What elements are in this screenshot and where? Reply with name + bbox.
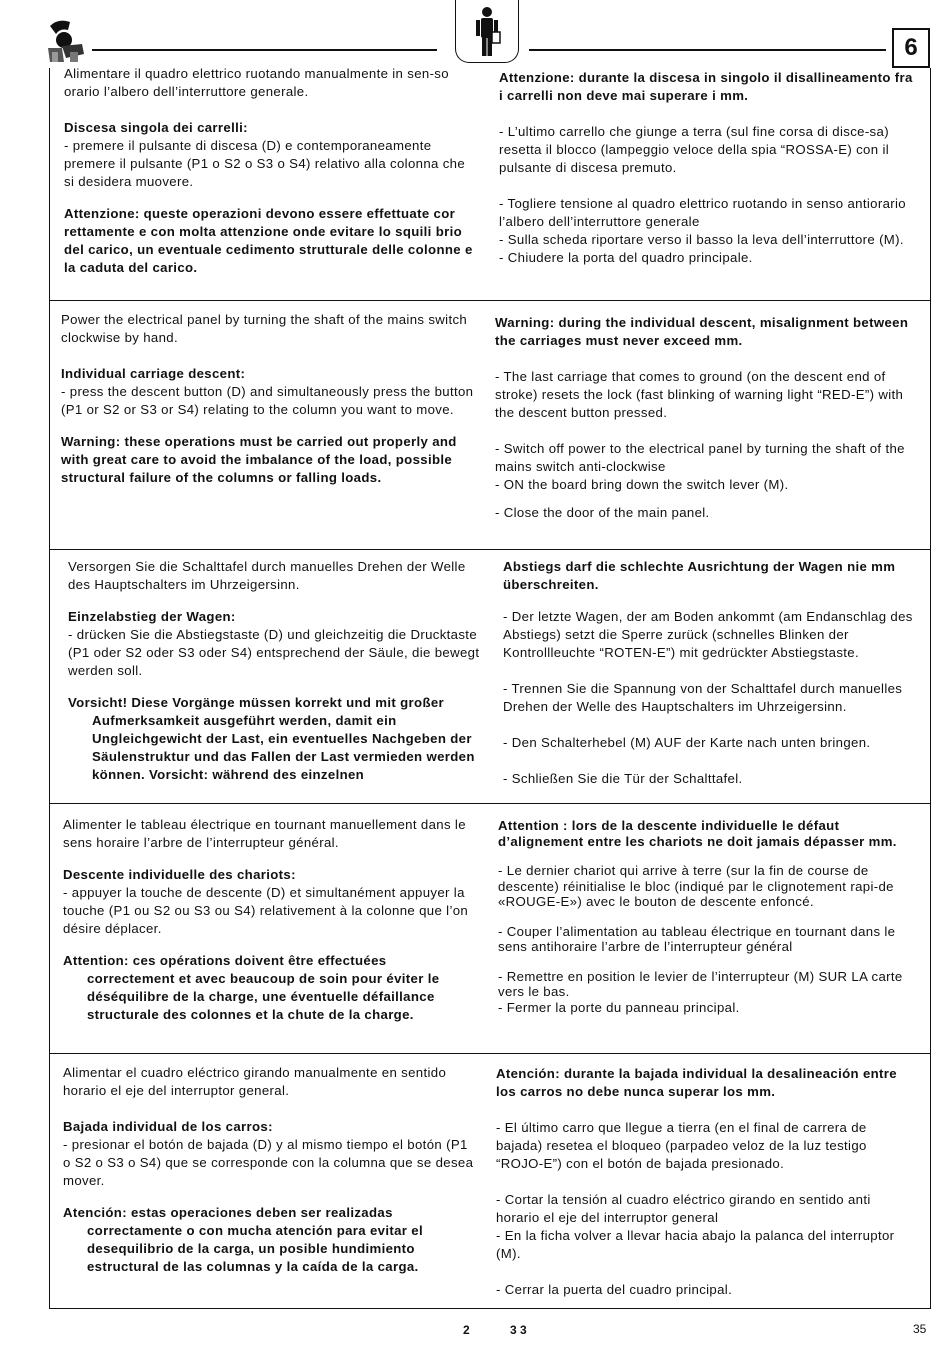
misalignment-warning: Attention : lors de la descente individuelle le défaut d’alignement entre les chariots ne doit jamais dépasser mm. bbox=[498, 818, 897, 849]
step-close: - Fermer la porte du panneau principal. bbox=[498, 999, 740, 1015]
mechanic-logo-icon bbox=[44, 18, 86, 64]
misalignment-warning: Warning: during the individual descent, misalignment between the carriages must never exceed mm. bbox=[495, 315, 909, 348]
steps-text: - presionar el botón de bajada (D) y al mismo tiempo el botón (P1 o S2 o S3 o S4) que se corresponde con la columna que se desea mover. bbox=[63, 1137, 474, 1188]
steps-text: - appuyer la touche de descente (D) et simultanément appuyer la touche (P1 ou S2 ou S3 ou S4) relativement à la colonne que l’on désire déplacer. bbox=[63, 885, 469, 936]
step-close: - Cerrar la puerta del cuadro principal. bbox=[496, 1282, 733, 1297]
section-divider bbox=[49, 803, 931, 804]
steps-text: - press the descent button (D) and simultaneously press the button (P1 or S2 or S3 or S4) relating to the column you want to move. bbox=[61, 384, 474, 417]
step-power-off: - Togliere tensione al quadro elettrico ruotando in senso antiorario l’albero dell’interruttore generale bbox=[499, 196, 906, 229]
footer-ref-a: 2 bbox=[463, 1323, 470, 1337]
warning-first-line: Vorsicht! Diese Vorgänge müssen korrekt und mit großer bbox=[68, 695, 445, 710]
step-reset: - Le dernier chariot qui arrive à terre (sur la fin de course de descente) réinitialise le bloc (indiqué par le clignotement rapi-de «ROUGE-E») avec le bouton de descente enfoncé. bbox=[498, 863, 894, 909]
section-en-left bbox=[61, 311, 475, 487]
step-close: - Schließen Sie die Tür der Schalttafel. bbox=[503, 771, 743, 786]
chapter-number: 6 bbox=[892, 28, 930, 68]
section-heading: Einzelabstieg der Wagen: bbox=[68, 609, 236, 624]
step-lever: - Remettre en position le levier de l’interrupteur (M) SUR LA carte vers le bas. bbox=[498, 968, 903, 999]
header-rule-right bbox=[529, 49, 886, 51]
section-de-left bbox=[68, 558, 482, 784]
section-en-right bbox=[495, 314, 913, 522]
section-it-left bbox=[64, 65, 478, 277]
warning-text: Warning: these operations must be carried out properly and with great care to avoid the imbalance of the load, possible structural failure of the columns or falling loads. bbox=[61, 434, 457, 485]
warning-first-line: Attention: ces opérations doivent être effectuées bbox=[63, 953, 387, 968]
section-heading: Discesa singola dei carrelli: bbox=[64, 120, 248, 135]
step-close: - Chiudere la porta del quadro principale. bbox=[499, 250, 753, 265]
warning-text: Attenzione: queste operazioni devono essere effettuate cor rettamente e con molta attenzione onde evitare lo squili brio del carico, un eventuale cedimento strutturale delle colonne e la caduta del carico. bbox=[64, 206, 473, 275]
section-fr-right bbox=[498, 818, 916, 1015]
section-divider bbox=[49, 1053, 931, 1054]
section-es-right bbox=[496, 1065, 914, 1299]
step-reset: - Der letzte Wagen, der am Boden ankommt (am Endanschlag des Abstiegs) setzt die Sperre zurück (schnelles Blinken der Kontrollleuchte “ROTEN-E”) mit gedrückter Abstiegstaste. bbox=[503, 609, 913, 660]
section-de-right bbox=[503, 558, 921, 788]
warning-first-line: Atención: estas operaciones deben ser realizadas bbox=[63, 1205, 393, 1220]
step-lever: - Den Schalterhebel (M) AUF der Karte nach unten bringen. bbox=[503, 735, 871, 750]
warning-text: correctamente o con mucha atención para evitar el desequilibrio de la carga, un posible hundimiento estructural de las columnas y la caída de la carga. bbox=[87, 1223, 423, 1274]
intro-text: Alimentar el cuadro eléctrico girando manualmente en sentido horario el eje del interruptor general. bbox=[63, 1065, 447, 1098]
step-reset: - El último carro que llegue a tierra (en el final de carrera de bajada) resetea el bloqueo (parpadeo veloz de la luz testigo “ROJO-E”) con el botón de bajada presionado. bbox=[496, 1120, 867, 1171]
section-heading: Individual carriage descent: bbox=[61, 366, 246, 381]
page-number: 35 bbox=[913, 1322, 927, 1336]
steps-text: - drücken Sie die Abstiegstaste (D) und gleichzeitig die Drucktaste (P1 oder S2 oder S3 oder S4) entsprechend der Säule, die bewegt werden soll. bbox=[68, 627, 480, 678]
step-lever: - En la ficha volver a llevar hacia abajo la palanca del interruptor (M). bbox=[496, 1228, 895, 1261]
misalignment-warning: Attenzione: durante la discesa in singolo il disallineamento fra i carrelli non deve mai superare i mm. bbox=[499, 70, 913, 103]
misalignment-warning: Atención: durante la bajada individual la desalineación entre los carros no debe nunca superar los mm. bbox=[496, 1066, 897, 1099]
section-divider bbox=[49, 549, 931, 550]
step-power-off: - Trennen Sie die Spannung von der Schalttafel durch manuelles Drehen der Welle des Hauptschalters im Uhrzeigersinn. bbox=[503, 681, 903, 714]
intro-text: Alimentare il quadro elettrico ruotando manualmente in sen-so orario l’albero dell’interruttore generale. bbox=[64, 66, 449, 99]
footer-ref-b: 3 3 bbox=[510, 1323, 527, 1337]
warning-text: Aufmerksamkeit ausgeführt werden, damit ein Ungleichgewicht der Last, ein eventuelles Nachgeben der Säulenstruktur und das Fallen der Last vermieden werden können. Vorsicht: während des einzelnen bbox=[92, 713, 475, 782]
step-reset: - L’ultimo carrello che giunge a terra (sul fine corsa di disce-sa) resetta il blocco (lampeggio veloce della spia “ROSSA-E) con il pulsante di discesa premuto. bbox=[499, 124, 889, 175]
step-lever: - Sulla scheda riportare verso il basso la leva dell’interruttore (M). bbox=[499, 232, 904, 247]
section-heading: Bajada individual de los carros: bbox=[63, 1119, 273, 1134]
person-with-manual-icon bbox=[456, 0, 518, 62]
intro-text: Versorgen Sie die Schalttafel durch manuelles Drehen der Welle des Hauptschalters im Uhrzeigersinn. bbox=[68, 559, 466, 592]
section-es-left bbox=[63, 1064, 479, 1276]
intro-text: Power the electrical panel by turning the shaft of the mains switch clockwise by hand. bbox=[61, 312, 468, 345]
header-rule-left bbox=[92, 49, 437, 51]
step-power-off: - Cortar la tensión al cuadro eléctrico girando en sentido anti horario el eje del interruptor general bbox=[496, 1192, 871, 1225]
step-power-off: - Switch off power to the electrical panel by turning the shaft of the mains switch anti-clockwise bbox=[495, 441, 905, 474]
section-divider bbox=[49, 300, 931, 301]
steps-text: - premere il pulsante di discesa (D) e contemporaneamente premere il pulsante (P1 o S2 o S3 o S4) relativo alla colonna che si desidera muovere. bbox=[64, 138, 466, 189]
section-heading: Descente individuelle des chariots: bbox=[63, 867, 296, 882]
intro-text: Alimenter le tableau électrique en tournant manuellement dans le sens horaire l’arbre de l’interrupteur général. bbox=[63, 817, 466, 850]
step-lever: - ON the board bring down the switch lever (M). bbox=[495, 477, 789, 492]
warning-text: correctement et avec beaucoup de soin pour éviter le déséquilibre de la charge, une éventuelle défaillance structurale des colonnes et la chute de la charge. bbox=[87, 971, 440, 1022]
step-close: - Close the door of the main panel. bbox=[495, 505, 710, 520]
misalignment-warning: Abstiegs darf die schlechte Ausrichtung der Wagen nie mm überschreiten. bbox=[503, 559, 896, 592]
section-fr-left bbox=[63, 816, 479, 1024]
step-power-off: - Couper l’alimentation au tableau électrique en tournant dans le sens antihoraire l’arbre de l’interrupteur général bbox=[498, 923, 896, 954]
step-reset: - The last carriage that comes to ground (on the descent end of stroke) resets the lock (fast blinking of warning light “RED-E”) with the descent button pressed. bbox=[495, 369, 904, 420]
manual-icon-box bbox=[455, 0, 519, 63]
section-it-right bbox=[499, 69, 915, 267]
